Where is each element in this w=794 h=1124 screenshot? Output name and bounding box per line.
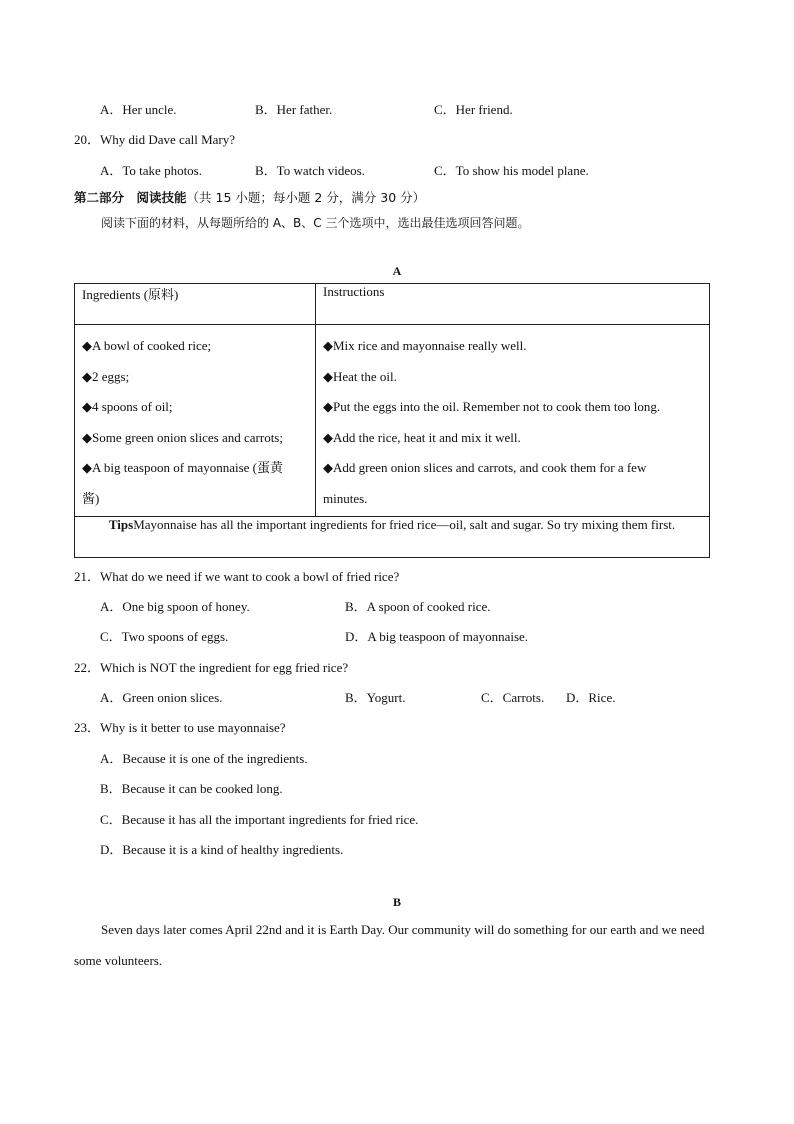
tips-label: Tips (108, 517, 134, 532)
ingredient-item: ◆A bowl of cooked rice; (82, 338, 212, 353)
q23-option-d: D．Because it is a kind of healthy ingredients. (100, 842, 344, 857)
q19-option-a: A．Her uncle. (100, 102, 177, 117)
table-header-row (75, 284, 710, 325)
header-instructions: Instructions (316, 284, 710, 325)
q20-option-a: A．To take photos. (100, 163, 202, 178)
q22-question: 22．Which is NOT the ingredient for egg fried rice? (74, 660, 349, 675)
q20-option-c: C．To show his model plane. (434, 163, 589, 178)
q21-question: 21．What do we need if we want to cook a bowl of fried rice? (74, 569, 400, 584)
table-body-row (75, 325, 710, 517)
q23-question: 23．Why is it better to use mayonnaise? (74, 720, 286, 735)
passage-a-label: A (392, 264, 402, 278)
instruction-item: ◆Add the rice, heat it and mix it well. (323, 429, 521, 445)
instructions-cell (316, 325, 710, 517)
ingredient-item: ◆4 spoons of oil; (82, 399, 173, 414)
recipe-table (74, 283, 710, 558)
ingredient-item: ◆A big teaspoon of mayonnaise (蛋黄 (82, 460, 283, 475)
instruction-item: ◆Put the eggs into the oil. Remember not to cook them too long. (323, 399, 661, 414)
part2-note: （共 15 小题；每小题 2 分，满分 30 分） (186, 190, 426, 205)
instruction-item: ◆Mix rice and mayonnaise really well. (323, 338, 527, 353)
q23-option-a: A．Because it is one of the ingredients. (100, 751, 308, 766)
part2-title: 第二部分 阅读技能 (74, 190, 187, 205)
q23-option-c: C．Because it has all the important ingredients for fried rice. (100, 812, 419, 827)
q21-option-c: C．Two spoons of eggs. (100, 629, 229, 644)
instruction-item: ◆Add green onion slices and carrots, and cook them for a few (323, 460, 647, 475)
q19-option-c: C．Her friend. (434, 102, 513, 117)
passage-b-label: B (392, 895, 401, 909)
tips-cell (75, 517, 710, 558)
header-ingredients: Ingredients (原料) (75, 284, 316, 325)
passage-b-text: Seven days later comes April 22nd and it is Earth Day. Our community will do something for our earth and we need some volunteers. (74, 922, 705, 968)
part2-instruction: 阅读下面的材料，从每题所给的 A、B、C 三个选项中，选出最佳选项回答问题。 (101, 216, 530, 230)
tips-text: Mayonnaise has all the important ingredients for fried rice—oil, salt and sugar. So try mixing them first. (133, 517, 676, 532)
q22-option-a: A．Green onion slices. (100, 690, 223, 705)
tips-row (75, 517, 710, 558)
ingredient-item: ◆2 eggs; (82, 368, 130, 384)
q23-option-b: B．Because it can be cooked long. (100, 781, 283, 796)
part2-heading (74, 190, 425, 206)
instruction-item: ◆Heat the oil. (323, 368, 397, 384)
q21-option-d: D．A big teaspoon of mayonnaise. (345, 629, 529, 644)
q22-option-b: B．Yogurt. (345, 690, 406, 705)
ingredient-item: 酱) (82, 490, 100, 506)
ingredients-cell (75, 325, 316, 517)
instruction-item: minutes. (323, 490, 368, 506)
q19-option-b: B．Her father. (255, 102, 333, 117)
ingredient-item: ◆Some green onion slices and carrots; (82, 429, 283, 445)
q21-option-b: B．A spoon of cooked rice. (345, 599, 491, 614)
q22-option-c: C．Carrots. (481, 690, 545, 705)
q20-option-b: B．To watch videos. (255, 163, 365, 178)
q20-question: 20．Why did Dave call Mary? (74, 132, 236, 147)
q22-option-d: D．Rice. (566, 690, 616, 705)
q21-option-a: A．One big spoon of honey. (100, 599, 250, 614)
